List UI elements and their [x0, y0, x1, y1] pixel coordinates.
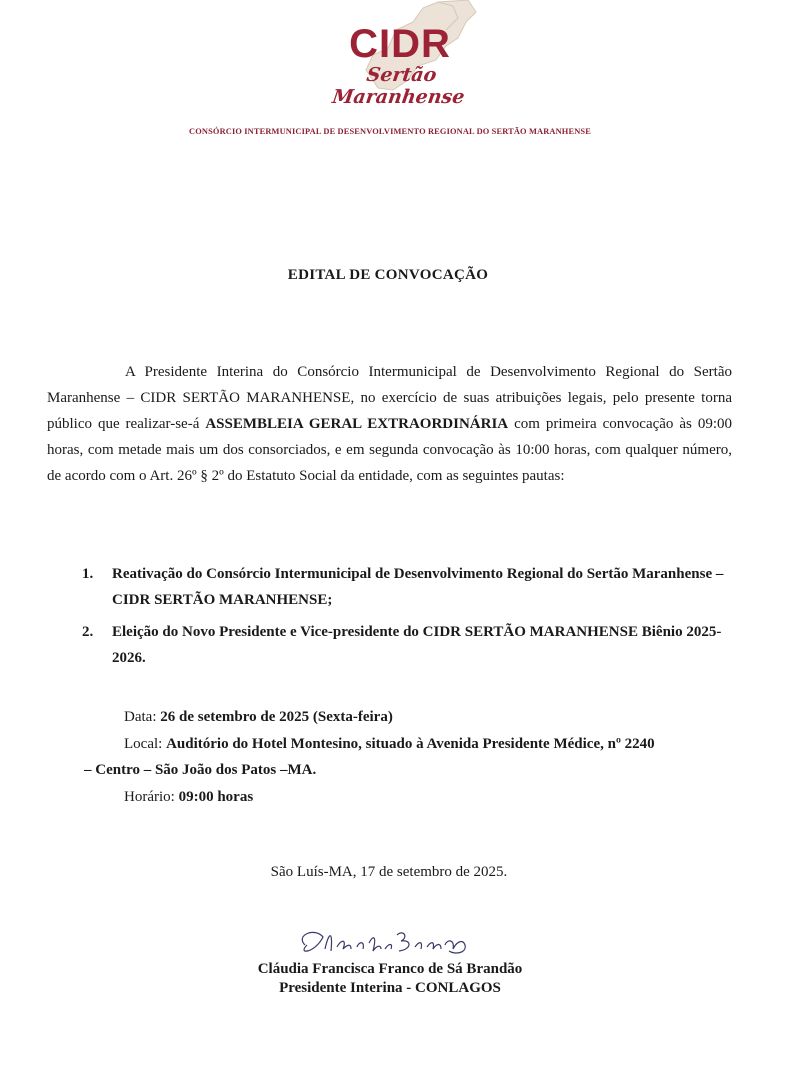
- list-item-number: 1.: [82, 566, 94, 582]
- place-line-continued: – Centro – São João dos Patos –MA.: [84, 762, 317, 778]
- signatory-block: [0, 960, 780, 998]
- time-value: 09:00 horas: [178, 788, 254, 805]
- assembly-type: ASSEMBLEIA GERAL EXTRAORDINÁRIA: [205, 416, 509, 432]
- body-text-part1: A Presidente Interina do Consórcio Intermunicipal de Desenvolvimento Regional do Sertão Maranhense – CIDR SERTÃO MARANHENSE, no exercício de suas atribuições legais, pelo presente torna público que realizar-se-á: [47, 364, 732, 432]
- meeting-details: [84, 704, 764, 810]
- list-item: [82, 619, 742, 671]
- time-label: Horário:: [124, 788, 175, 805]
- agenda-list: [82, 561, 742, 677]
- date-line: [84, 704, 764, 731]
- place-value: Auditório do Hotel Montesino, situado à Avenida Presidente Médice, nº 2240: [166, 735, 655, 752]
- place-line: [84, 731, 764, 758]
- time-line: [84, 784, 764, 811]
- list-item: [82, 561, 742, 613]
- logo-title: CIDR: [349, 22, 451, 66]
- logo-subtitle: Sertão Maranhense: [330, 64, 466, 108]
- body-paragraph: [47, 359, 732, 489]
- organization-name: CONSÓRCIO INTERMUNICIPAL DE DESENVOLVIMENTO REGIONAL DO SERTÃO MARANHENSE: [189, 127, 591, 136]
- list-item-text: Reativação do Consórcio Intermunicipal de Desenvolvimento Regional do Sertão Maranhense – CIDR SERTÃO MARANHENSE;: [112, 566, 724, 608]
- signatory-name: Cláudia Francisca Franco de Sá Brandão: [257, 961, 523, 977]
- body-text-part2: com primeira convocação às 09:00 horas, com metade mais um dos consorciados, e em segunda convocação às 10:00 horas, com qualquer número, de acordo com o Art. 26º § 2º do Estatuto Social da entidade, com as seguintes pautas:: [47, 416, 732, 484]
- list-item-text: Eleição do Novo Presidente e Vice-presidente do CIDR SERTÃO MARANHENSE Biênio 2025-2026.: [112, 624, 722, 666]
- list-item-number: 2.: [82, 624, 94, 640]
- handwritten-signature-icon: [285, 925, 475, 965]
- date-value: 26 de setembro de 2025 (Sexta-feira): [160, 709, 393, 725]
- signatory-role: Presidente Interina - CONLAGOS: [279, 980, 501, 996]
- date-label: Data:: [124, 709, 157, 725]
- place-and-date: São Luís-MA, 17 de setembro de 2025.: [270, 864, 508, 880]
- document-title: EDITAL DE CONVOCAÇÃO: [287, 267, 489, 283]
- place-label: Local:: [124, 735, 163, 752]
